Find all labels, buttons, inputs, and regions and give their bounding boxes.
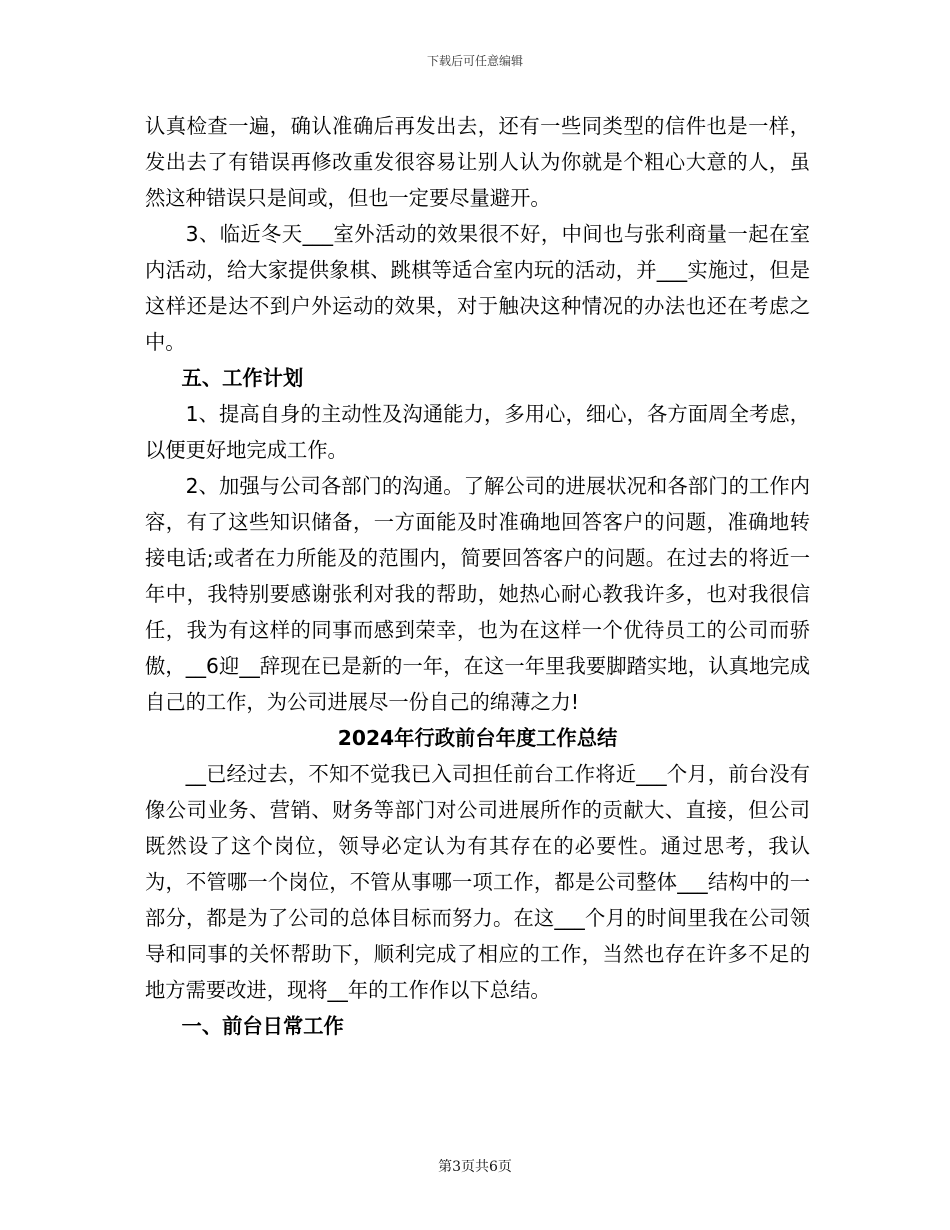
document-body	[145, 108, 810, 1044]
paragraph: 1、提高自身的主动性及沟通能力，多用心，细心，各方面周全考虑，以便更好地完成工作。	[145, 402, 810, 462]
section-heading: 五、工作计划	[181, 366, 304, 390]
page-footer: 第3页共6页	[438, 1159, 512, 1175]
paragraph: 2、加强与公司各部门的沟通。了解公司的进展状况和各部门的工作内容，有了这些知识储备，一方面能及时准确地回答客户的问题，准确地转接电话;或者在力所能及的范围内，简要回答客户的问题。在过去的将近一年中，我特别要感谢张利对我的帮助，她热心耐心教我许多，也对我很信任，我为有这样的同事而感到荣幸，也为在这样一个优待员工的公司而骄傲，__6迎__辞现在已是新的一年，在这一年里我要脚踏实地，认真地完成自己的工作，为公司进展尽一份自己的绵薄之力!	[145, 474, 810, 714]
paragraph: 3、临近冬天___室外活动的效果很不好，中间也与张利商量一起在室内活动，给大家提供象棋、跳棋等适合室内玩的活动，并___实施过，但是这样还是达不到户外运动的效果，对于触决这种情况的办法也还在考虑之中。	[145, 222, 810, 354]
paragraph: 认真检查一遍，确认准确后再发出去，还有一些同类型的信件也是一样，发出去了有错误再修改重发很容易让别人认为你就是个粗心大意的人，虽然这种错误只是间或，但也一定要尽量避开。	[145, 114, 810, 210]
paragraph: __已经过去，不知不觉我已入司担任前台工作将近___个月，前台没有像公司业务、营销、财务等部门对公司进展所作的贡献大、直接，但公司既然设了这个岗位，领导必定认为有其存在的必要性。通过思考，我认为，不管哪一个岗位，不管从事哪一项工作，都是公司整体___结构中的一部分，都是为了公司的总体目标而努力。在这___个月的时间里我在公司领导和同事的关怀帮助下，顺利完成了相应的工作，当然也存在许多不足的地方需要改进，现将__年的工作作以下总结。	[145, 762, 810, 1002]
page-header: 下载后可任意编辑	[426, 54, 523, 68]
section-heading: 一、前台日常工作	[181, 1014, 344, 1038]
document-title: 2024年行政前台年度工作总结	[337, 726, 618, 750]
